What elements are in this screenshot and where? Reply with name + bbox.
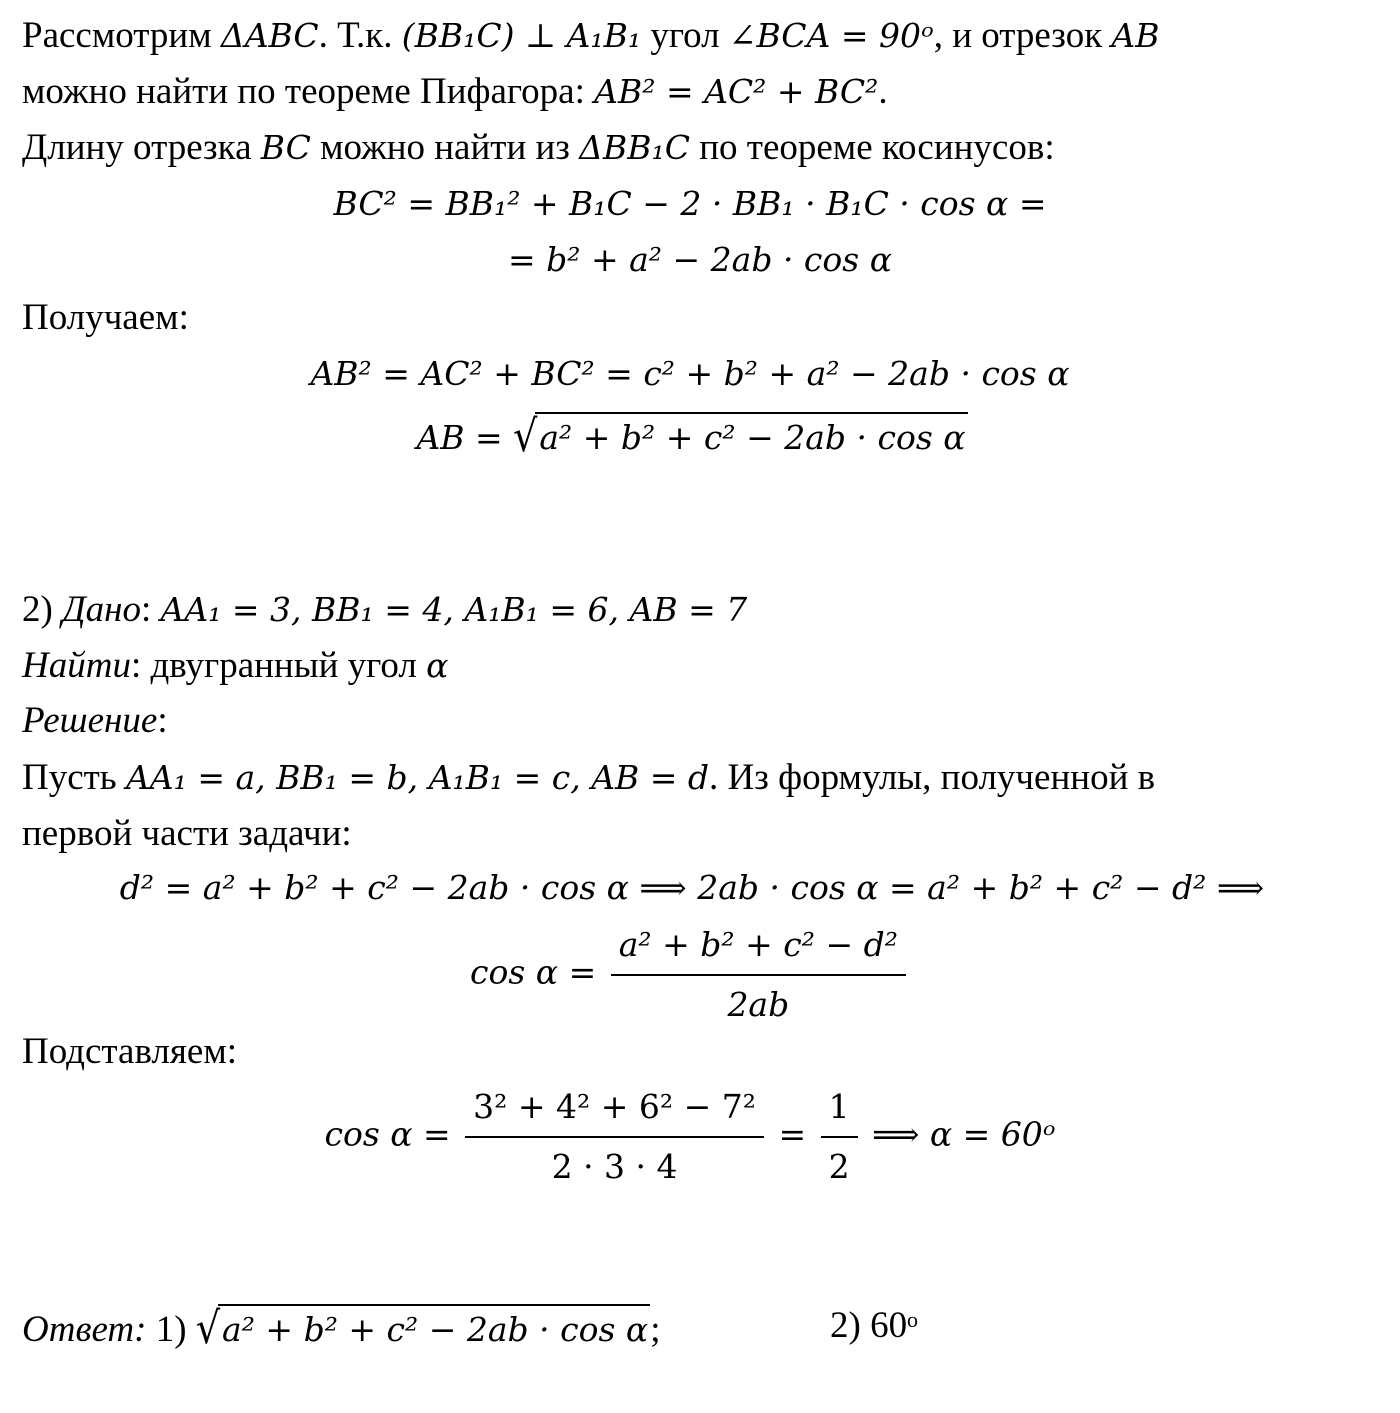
text-line-1	[22, 14, 1160, 58]
equation-1	[0, 182, 1390, 226]
answer-label: Ответ:	[22, 1309, 147, 1350]
given-label: Дано	[62, 589, 141, 630]
sqrt-icon: √	[513, 410, 538, 462]
fraction	[611, 922, 906, 1028]
text-line-3	[22, 126, 1055, 170]
equation-7	[0, 1084, 1390, 1190]
let-line-1	[22, 756, 1155, 800]
math-cosine-law-subst: = b² + a² − 2ab · cos α	[508, 240, 892, 279]
text-fragment: можно найти по теореме Пифагора:	[22, 71, 595, 112]
math-segment-ab: AB	[1111, 16, 1160, 55]
sqrt-icon: √	[195, 1302, 221, 1354]
math-triangle-bb1c: ΔBB₁C	[579, 128, 690, 167]
substitute-line	[22, 1030, 237, 1074]
math-ab-squared: AB² = AC² + BC² = c² + b² + a² − 2ab · cos α	[310, 354, 1070, 393]
equation-6	[0, 922, 1390, 1028]
text-fragment: первой части задачи:	[22, 813, 352, 854]
text-fragment: , и отрезок	[933, 15, 1112, 56]
text-fragment: можно найти из	[310, 127, 580, 168]
answer-part-1: 1)	[146, 1309, 196, 1350]
sqrt-expression	[513, 412, 967, 460]
math-segment-bc: BC	[260, 128, 311, 167]
text-fragment: :	[140, 589, 161, 630]
result-label: Получаем:	[22, 297, 189, 338]
text-fragment: .	[878, 71, 888, 112]
given-line	[22, 588, 747, 632]
math-pythagoras: AB² = AC² + BC²	[594, 72, 879, 111]
answer-radicand: a² + b² + c² − 2ab · cos α	[218, 1304, 650, 1350]
text-fragment: угол	[641, 15, 729, 56]
text-fragment: ;	[650, 1309, 661, 1350]
math-alpha: α	[426, 646, 449, 685]
part-number: 2)	[22, 589, 63, 630]
text-fragment: Длину отрезка	[22, 127, 261, 168]
equation-4	[0, 412, 1392, 460]
text-fragment: по теореме косинусов:	[689, 127, 1055, 168]
math-perpendicular: (BB₁C) ⊥ A₁B₁	[401, 16, 642, 55]
fraction-numerator: a² + b² + c² − d²	[611, 922, 906, 976]
equation-3	[0, 352, 1390, 396]
fraction-half	[821, 1084, 858, 1190]
text-fragment: . Т.к.	[318, 15, 402, 56]
solution-line	[22, 699, 168, 743]
fraction-denominator: 2ab	[727, 985, 790, 1024]
math-radicand: a² + b² + c² − 2ab · cos α	[535, 412, 967, 458]
find-label: Найти	[22, 645, 131, 686]
text-fragment: Пусть	[22, 757, 126, 798]
answer-part-2-value: 2) 60ᵒ	[830, 1305, 918, 1346]
math-equals: =	[767, 1114, 817, 1154]
math-triangle-abc: ΔABC	[220, 16, 319, 55]
answer-part-2	[830, 1304, 918, 1348]
text-fragment: . Из формулы, полученной в	[709, 757, 1156, 798]
text-line-2	[22, 70, 888, 114]
fraction-denominator: 2 · 3 · 4	[551, 1147, 678, 1186]
let-line-2	[22, 812, 352, 856]
math-derivation: d² = a² + b² + c² − 2ab · cos α ⟹ 2ab · cos α = a² + b² + c² − d² ⟹	[119, 868, 1265, 907]
fraction-denominator: 2	[828, 1147, 850, 1186]
math-angle-bca: ∠BCA = 90ᵒ	[728, 16, 934, 55]
solution-label: Решение	[22, 700, 158, 741]
text-fragment: :	[157, 700, 168, 741]
math-cosine-law: BC² = BB₁² + B₁C − 2 · BB₁ · B₁C · cos α =	[333, 184, 1047, 223]
sqrt-expression	[196, 1304, 650, 1352]
text-line-result	[22, 296, 189, 340]
math-let-vars: AA₁ = a, BB₁ = b, A₁B₁ = c, AB = d	[125, 758, 710, 797]
text-fragment: : двугранный угол	[130, 645, 427, 686]
math-alpha-result: ⟹ α = 60ᵒ	[861, 1114, 1056, 1154]
math-given-values: AA₁ = 3, BB₁ = 4, A₁B₁ = 6, AB = 7	[160, 590, 748, 629]
equation-5	[0, 866, 1392, 910]
fraction-numerator: 3² + 4² + 6² − 7²	[465, 1084, 764, 1138]
text-fragment: Рассмотрим	[22, 15, 221, 56]
math-ab-lhs: AB =	[416, 418, 514, 457]
answer-line	[22, 1304, 661, 1352]
equation-2	[0, 238, 1400, 282]
math-cos-lhs: cos α =	[470, 952, 607, 992]
fraction	[465, 1084, 764, 1190]
substitute-label: Подставляем:	[22, 1031, 238, 1072]
math-cos-lhs: cos α =	[324, 1114, 462, 1154]
find-line	[22, 644, 448, 688]
fraction-numerator: 1	[821, 1084, 858, 1138]
